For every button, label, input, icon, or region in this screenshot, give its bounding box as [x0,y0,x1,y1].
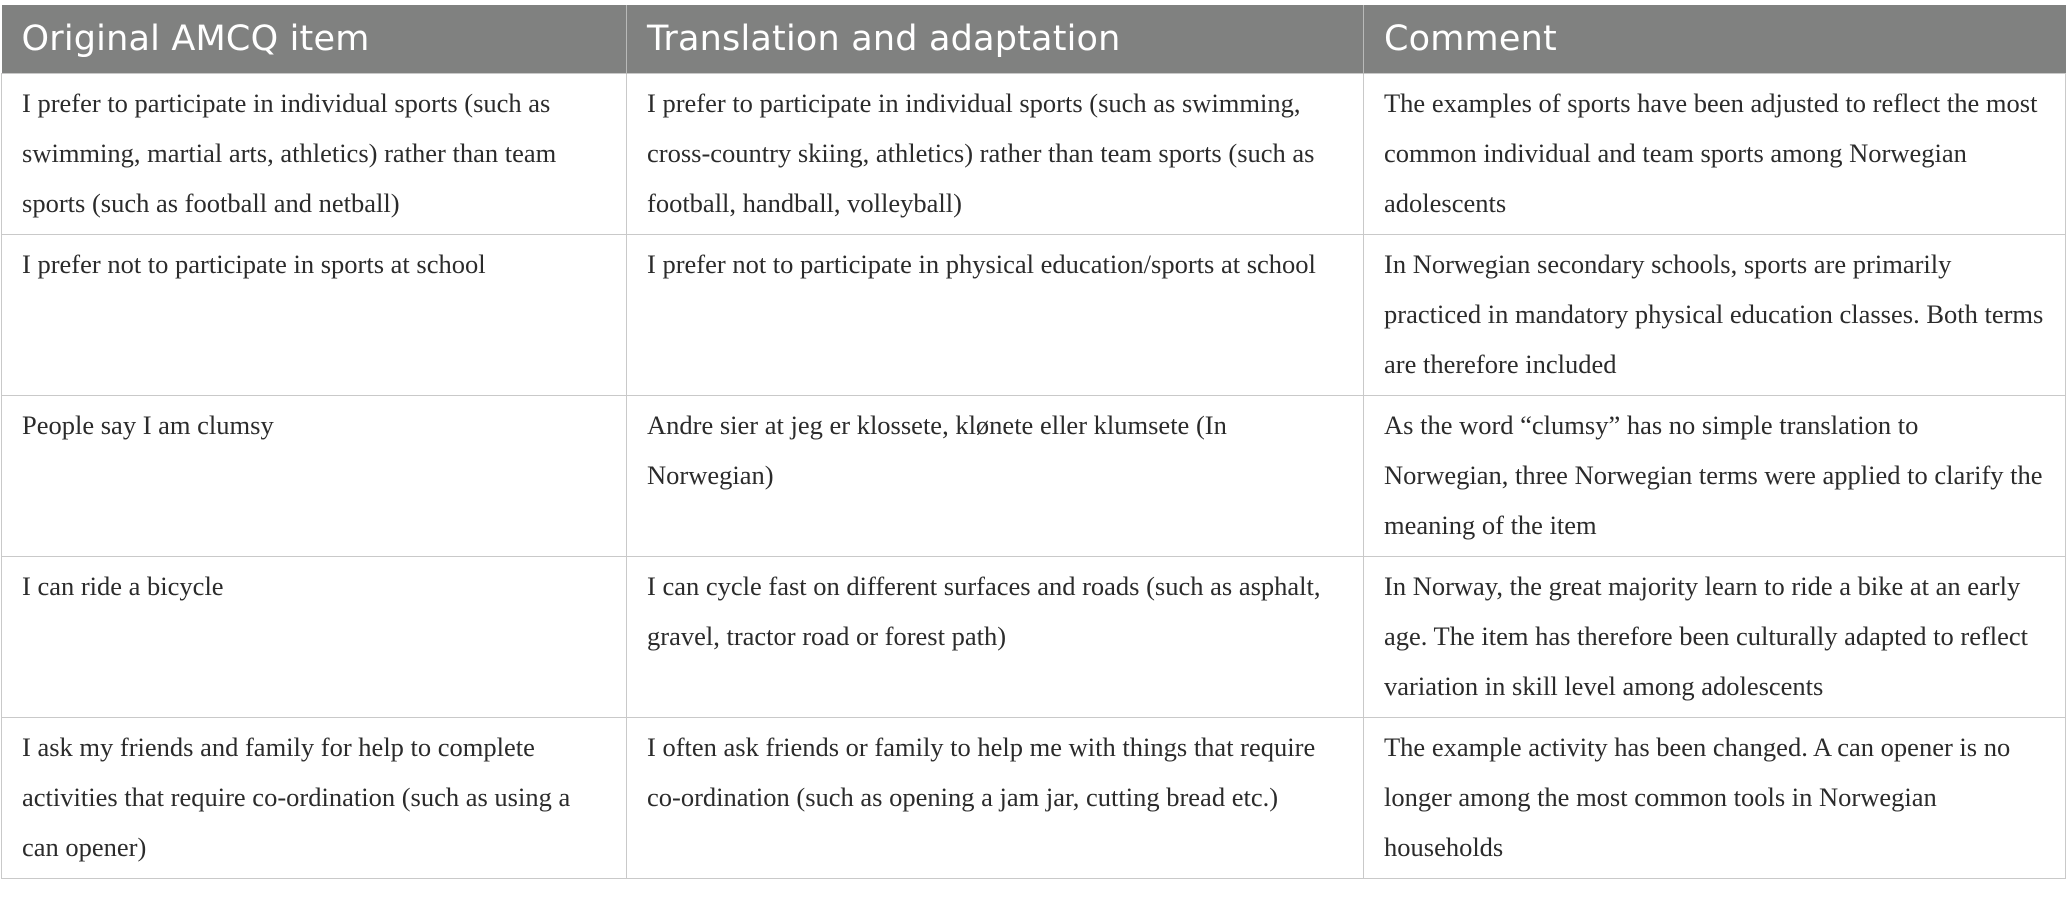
amcq-adaptation-table [1,5,2066,879]
header-row [2,5,2066,74]
cell-original-item: People say I am clumsy [2,396,627,557]
table-row [2,718,2066,879]
cell-original-item: I prefer not to participate in sports at school [2,235,627,396]
table-row [2,235,2066,396]
cell-translation: I often ask friends or family to help me with things that require co-ordination (such as opening a jam jar, cutting bread etc.) [627,718,1364,879]
header-translation-adaptation: Translation and adaptation [627,5,1364,74]
cell-translation: I prefer to participate in individual sports (such as swimming, cross-country skiing, athletics) rather than team sports (such as football, handball, volleyball) [627,74,1364,235]
cell-original-item: I ask my friends and family for help to complete activities that require co-ordination (such as using a can opener) [2,718,627,879]
header-original-item: Original AMCQ item [2,5,627,74]
cell-original-item: I can ride a bicycle [2,557,627,718]
table-row [2,74,2066,235]
cell-comment: In Norway, the great majority learn to ride a bike at an early age. The item has therefore been culturally adapted to reflect variation in skill level among adolescents [1364,557,2066,718]
cell-translation: I prefer not to participate in physical education/sports at school [627,235,1364,396]
table-header [2,5,2066,74]
table-row [2,557,2066,718]
amcq-adaptation-table-container [1,5,2065,879]
cell-comment: As the word “clumsy” has no simple translation to Norwegian, three Norwegian terms were applied to clarify the meaning of the item [1364,396,2066,557]
table-body [2,74,2066,879]
cell-translation: I can cycle fast on different surfaces and roads (such as asphalt, gravel, tractor road or forest path) [627,557,1364,718]
cell-comment: The examples of sports have been adjusted to reflect the most common individual and team sports among Norwegian adolescents [1364,74,2066,235]
cell-comment: In Norwegian secondary schools, sports are primarily practiced in mandatory physical education classes. Both terms are therefore included [1364,235,2066,396]
header-comment: Comment [1364,5,2066,74]
cell-comment: The example activity has been changed. A can opener is no longer among the most common tools in Norwegian households [1364,718,2066,879]
cell-original-item: I prefer to participate in individual sports (such as swimming, martial arts, athletics) rather than team sports (such as football and netball) [2,74,627,235]
table-row [2,396,2066,557]
cell-translation: Andre sier at jeg er klossete, klønete eller klumsete (In Norwegian) [627,396,1364,557]
